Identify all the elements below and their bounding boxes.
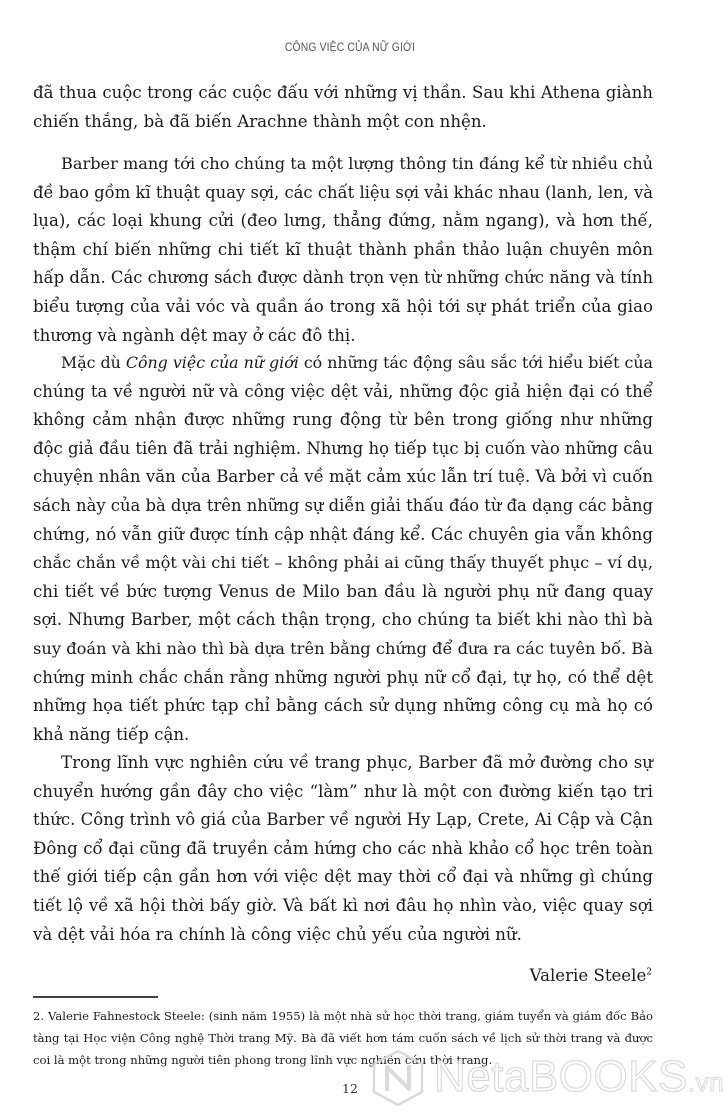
footnote-line: tàng tại Học viện Công nghệ Thời trang Mỹ. Bà đã viết hơn tám cuốn sách về lịch sử thời trang và được bbox=[33, 1031, 653, 1045]
hexagon-n-logo-icon bbox=[368, 1048, 428, 1108]
book-title-italic: Công việc của nữ giới bbox=[125, 353, 299, 372]
text-line: những họa tiết phức tạp chỉ bằng cách sử dụng những công cụ mà họ có bbox=[33, 696, 653, 716]
footnote-reference[interactable]: 2 bbox=[646, 967, 652, 978]
text-line: tiết lộ về xã hội thời bấy giờ. Và bất kì nơi đâu họ nhìn vào, việc quay sợi bbox=[33, 895, 653, 915]
author-signature bbox=[530, 962, 652, 990]
watermark bbox=[368, 1044, 724, 1114]
text-line: suy đoán và khi nào thì bà dựa trên bằng chứng để đưa ra các tuyên bố. Bà bbox=[33, 638, 653, 658]
text-run: có những tác động sâu sắc tới hiểu biết của bbox=[298, 353, 653, 372]
text-line: hấp dẫn. Các chương sách được dành trọn vẹn từ những chức năng và tính bbox=[33, 268, 654, 288]
paragraph-2 bbox=[33, 150, 653, 350]
paragraph-4 bbox=[33, 749, 653, 949]
text-line: sợi. Nhưng Barber, một cách thận trọng, cho chúng ta biết khi nào thì bà bbox=[33, 610, 653, 630]
running-head: CÔNG VIỆC CỦA NỮ GIỚI bbox=[284, 40, 416, 54]
text-line: đề bao gồm kĩ thuật quay sợi, các chất liệu sợi vải khác nhau (lanh, len, và bbox=[33, 182, 653, 202]
footnote-line: coi là một trong những người tiên phong trong lĩnh vực nghiên cứu thời trang. bbox=[33, 1053, 493, 1067]
footnote-divider bbox=[33, 996, 158, 998]
footnote-line: 2. Valerie Fahnestock Steele: (sinh năm 1955) là một nhà sử học thời trang, giám tuyển và giám đốc Bảo bbox=[33, 1009, 653, 1023]
page-number: 12 bbox=[342, 1081, 358, 1096]
text-line: không cảm nhận được những rung động từ bên trong giống như những bbox=[33, 410, 653, 430]
text-line: chi tiết về bức tượng Venus de Milo ban đầu là người phụ nữ đang quay bbox=[33, 581, 653, 601]
watermark-text bbox=[434, 1052, 724, 1102]
text-line: Trong lĩnh vực nghiên cứu về trang phục, Barber đã mở đường cho sự bbox=[61, 753, 653, 772]
text-line: chuyện nhân văn của Barber cả về mặt cảm xúc lẫn trí tuệ. Và bởi vì cuốn bbox=[33, 467, 653, 487]
text-line: khả năng tiếp cận. bbox=[33, 724, 190, 744]
watermark-brand: NetaBOOKS bbox=[434, 1052, 688, 1101]
text-line: chúng ta về người nữ và công việc dệt vải, những độc giả hiện đại có thể bbox=[33, 381, 653, 401]
text-line: biểu tượng của vải vóc và quần áo trong xã hội tới sự phát triển của giao bbox=[33, 296, 653, 316]
text-line: thậm chí biến những chi tiết kĩ thuật thành phần thảo luận chuyên môn bbox=[33, 239, 653, 259]
text-line: độc giả đầu tiên đã trải nghiệm. Nhưng họ tiếp tục bị cuốn vào những câu bbox=[33, 438, 653, 458]
author-name: Valerie Steele bbox=[529, 966, 647, 985]
text-line: Đông cổ đại cũng đã truyền cảm hứng cho các nhà khảo cổ học trên toàn bbox=[33, 838, 653, 858]
text-line: thế giới tiếp cận gần hơn với việc dệt may thời cổ đại và những gì chúng bbox=[33, 867, 653, 887]
text-line: đã thua cuộc trong các cuộc đấu với những vị thần. Sau khi Athena giành bbox=[33, 83, 653, 102]
text-line: thương và ngành dệt may ở các đô thị. bbox=[33, 325, 356, 345]
text-line: thức. Công trình vô giá của Barber về người Hy Lạp, Crete, Ai Cập và Cận bbox=[33, 810, 653, 830]
text-line: chứng minh chắc chắn rằng những người phụ nữ cổ đại, tự họ, có thể dệt bbox=[33, 667, 653, 687]
text-line: chiến thắng, bà đã biến Arachne thành một con nhện. bbox=[33, 111, 487, 131]
text-line: chuyển hướng gần đây cho việc “làm” như là một con đường kiến tạo tri bbox=[33, 781, 653, 801]
text-line bbox=[33, 349, 653, 378]
text-line: chắc chắn về một vài chi tiết – không phải ai cũng thấy thuyết phục – ví dụ, bbox=[33, 553, 653, 573]
text-line: chứng, nó vẫn giữ được tính cập nhật đáng kể. Các chuyên gia vẫn không bbox=[33, 524, 653, 544]
text-run: Mặc dù bbox=[61, 353, 126, 372]
text-line: sách này của bà dựa trên những sự diễn giải thấu đáo từ đa dạng các bằng bbox=[33, 495, 653, 515]
paragraph-3 bbox=[33, 349, 653, 749]
text-line: lụa), các loại khung cửi (đeo lưng, thẳng đứng, nằm ngang), và hơn thế, bbox=[33, 211, 653, 231]
text-line: Barber mang tới cho chúng ta một lượng thông tin đáng kể từ nhiều chủ bbox=[61, 154, 653, 173]
paragraph-1 bbox=[33, 79, 653, 136]
watermark-dot: . bbox=[687, 1067, 696, 1097]
text-line: và dệt vải hóa ra chính là công việc chủ yếu của người nữ. bbox=[33, 924, 522, 944]
watermark-suffix: vn bbox=[695, 1067, 724, 1097]
